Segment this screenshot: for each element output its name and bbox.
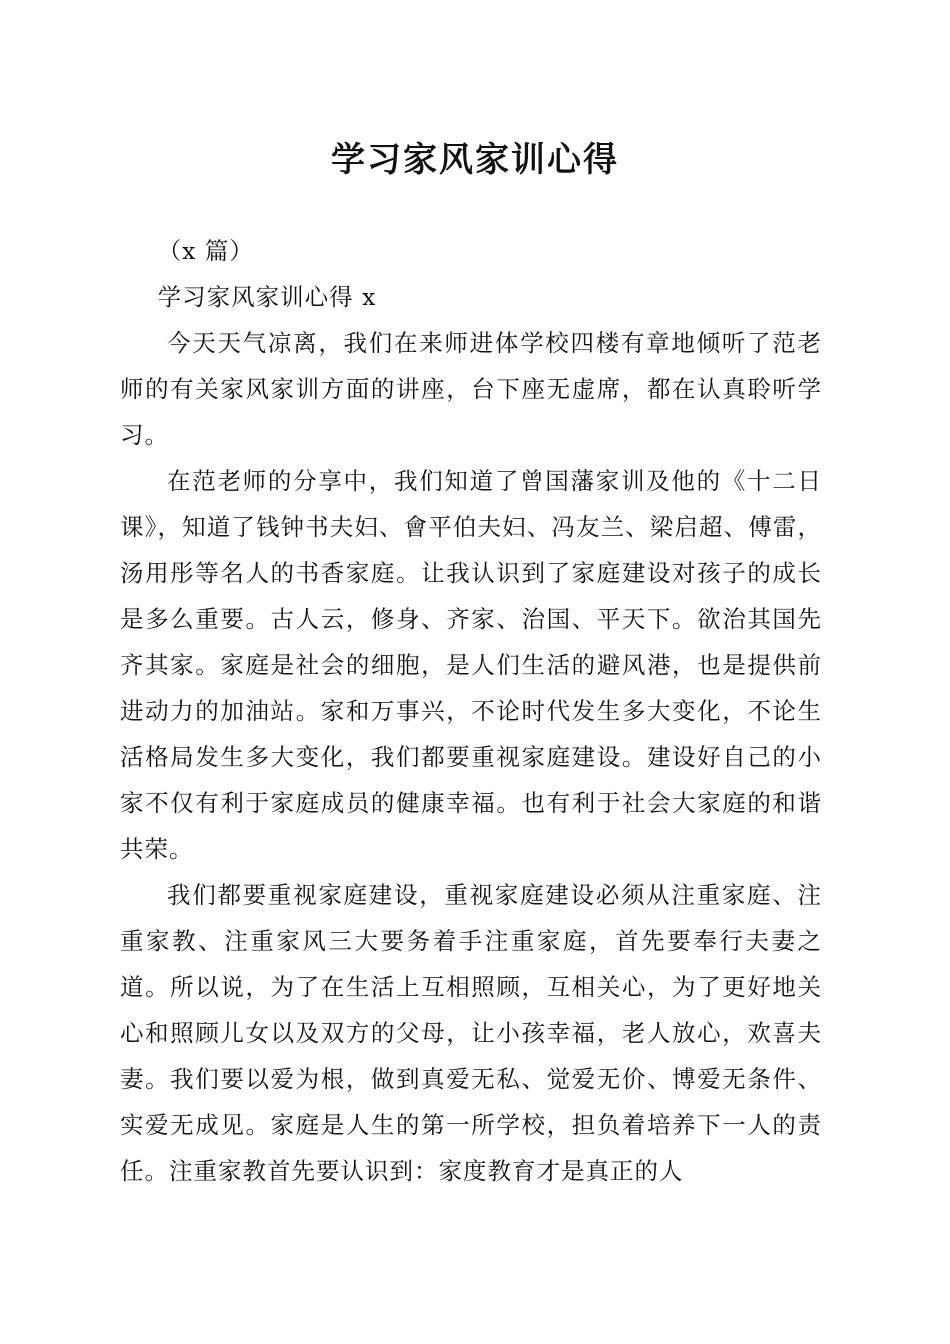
count-note: （x 篇）	[157, 237, 254, 265]
subtitle: 学习家风家训心得 x	[157, 283, 377, 311]
paragraph-3: 我们都要重视家庭建设，重视家庭建设必须从注重家庭、注重家教、注重家风三大要务着手注重家庭，首先要奉行夫妻之道。所以说，为了在生活上互相照顾，互相关心，为了更好地关心和照顾儿女以及双方的父母，让小孩幸福，老人放心，欢喜夫妻。我们要以爱为根，做到真爱无私、觉爱无价、博爱无条件、实爱无成见。家庭是人生的第一所学校，担负着培养下一人的责任。注重家教首先要认识到：家度教育才是真正的人	[120, 881, 822, 1185]
paragraph-2: 在范老师的分享中，我们知道了曾国藩家训及他的《十二日课》，知道了钱钟书夫妇、會平伯夫妇、冯友兰、梁启超、傅雷，汤用彤等名人的书香家庭。让我认识到了家庭建设对孩子的成长是多么重要。古人云，修身、齐家、治国、平天下。欲治其国先齐其家。家庭是社会的细胞，是人们生活的避风港，也是提供前进动力的加油站。家和万事兴，不论时代发生多大变化，不论生活格局发生多大变化，我们都要重视家庭建设。建设好自己的小家不仅有利于家庭成员的健康幸福。也有利于社会大家庭的和谐共荣。	[120, 467, 822, 863]
document-title: 学习家风家训心得	[331, 140, 619, 180]
document-body	[120, 228, 822, 1194]
paragraph-1: 今天天气凉离，我们在来师进体学校四楼有章地倾听了范老师的有关家风家训方面的讲座，台下座无虚席，都在认真聆听学习。	[120, 329, 822, 449]
